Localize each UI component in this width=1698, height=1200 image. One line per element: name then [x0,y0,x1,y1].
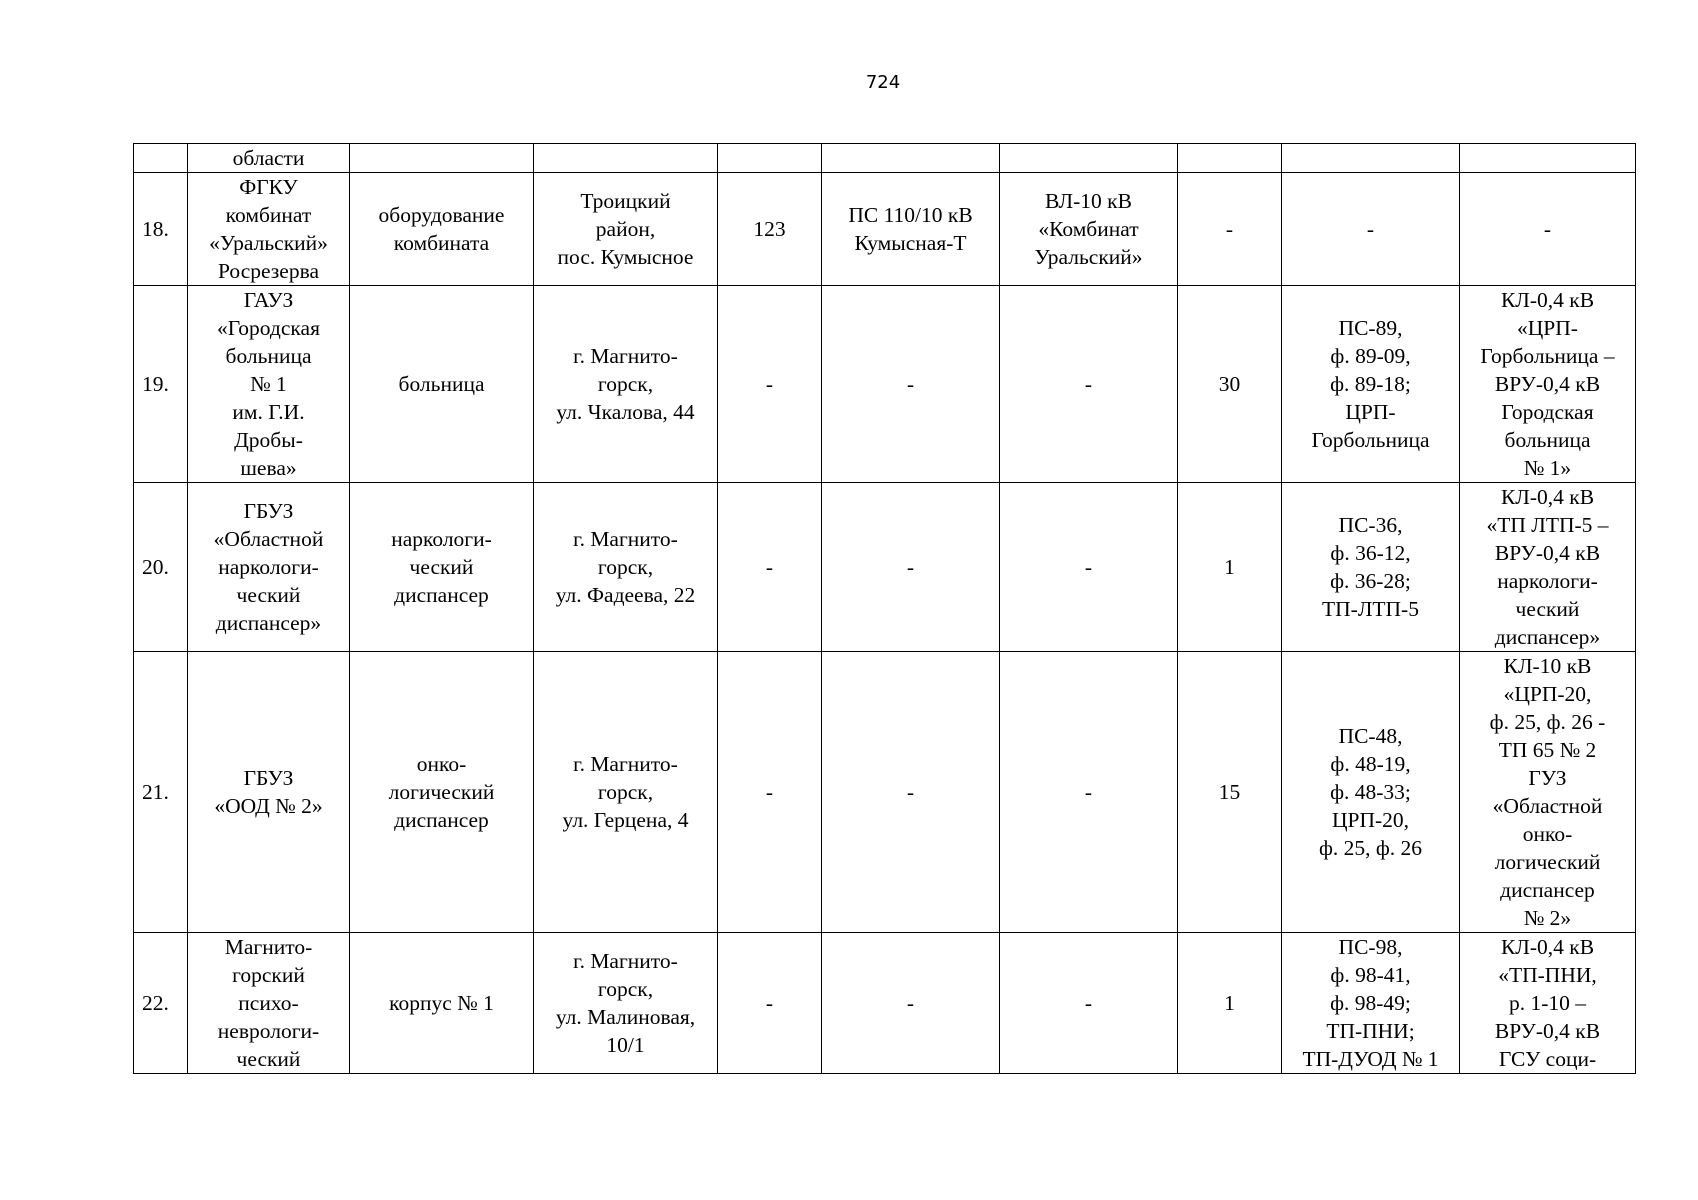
cell-address: г. Магнито- горск, ул. Чкалова, 44 [534,286,718,483]
cell-cable-line: КЛ-0,4 кВ «ТП ЛТП-5 – ВРУ-0,4 кВ наркологи- ческий диспансер» [1460,483,1636,652]
cell-organization: ГБУЗ «ООД № 2» [188,652,350,933]
cell-cable-line: - [1460,173,1636,286]
cell-address [534,144,718,173]
cell-power-2: 15 [1178,652,1282,933]
cell-power: 123 [718,173,822,286]
cell-organization: ГБУЗ «Областной наркологи- ческий диспансер» [188,483,350,652]
cell-num: 18. [134,173,188,286]
cell-address: г. Магнито- горск, ул. Герцена, 4 [534,652,718,933]
cell-power: - [718,933,822,1074]
cell-object: больница [350,286,534,483]
cell-power: - [718,483,822,652]
cell-line: - [1000,933,1178,1074]
cell-feeders: - [1282,173,1460,286]
cell-substation: - [822,286,1000,483]
cell-cable-line: КЛ-10 кВ «ЦРП-20, ф. 25, ф. 26 - ТП 65 № 2 ГУЗ «Областной онко- логический диспансер № 2» [1460,652,1636,933]
cell-object: корпус № 1 [350,933,534,1074]
cell-power-2: - [1178,173,1282,286]
table-row [134,933,1636,1074]
cell-line: - [1000,483,1178,652]
cell-cable-line: КЛ-0,4 кВ «ЦРП- Горбольница – ВРУ-0,4 кВ Городская больница № 1» [1460,286,1636,483]
cell-object [350,144,534,173]
cell-object: наркологи- ческий диспансер [350,483,534,652]
table-row [134,652,1636,933]
cell-feeders [1282,144,1460,173]
cell-num: 22. [134,933,188,1074]
cell-address: Троицкий район, пос. Кумысное [534,173,718,286]
facilities-table [133,143,1636,1074]
cell-num: 21. [134,652,188,933]
table-row-continuation [134,144,1636,173]
cell-address: г. Магнито- горск, ул. Малиновая, 10/1 [534,933,718,1074]
cell-power-2: 30 [1178,286,1282,483]
cell-organization: ГАУЗ «Городская больница № 1 им. Г.И. Дробы- шева» [188,286,350,483]
cell-power-2: 1 [1178,483,1282,652]
cell-line: ВЛ-10 кВ «Комбинат Уральский» [1000,173,1178,286]
cell-address: г. Магнито- горск, ул. Фадеева, 22 [534,483,718,652]
cell-power: - [718,652,822,933]
cell-line: - [1000,652,1178,933]
cell-line: - [1000,286,1178,483]
cell-power-2 [1178,144,1282,173]
cell-cable-line [1460,144,1636,173]
cell-object: оборудование комбината [350,173,534,286]
cell-num: 20. [134,483,188,652]
cell-substation [822,144,1000,173]
page-number: 724 [865,72,901,93]
cell-feeders: ПС-48, ф. 48-19, ф. 48-33; ЦРП-20, ф. 25, ф. 26 [1282,652,1460,933]
cell-substation: - [822,483,1000,652]
cell-substation: - [822,652,1000,933]
cell-organization: ФГКУ комбинат «Уральский» Росрезерва [188,173,350,286]
table-row [134,483,1636,652]
table-row [134,286,1636,483]
cell-power [718,144,822,173]
cell-organization: области [188,144,350,173]
cell-substation: ПС 110/10 кВ Кумысная-Т [822,173,1000,286]
cell-line [1000,144,1178,173]
cell-object: онко- логический диспансер [350,652,534,933]
cell-num: 19. [134,286,188,483]
cell-feeders: ПС-89, ф. 89-09, ф. 89-18; ЦРП- Горбольница [1282,286,1460,483]
cell-feeders: ПС-36, ф. 36-12, ф. 36-28; ТП-ЛТП-5 [1282,483,1460,652]
cell-organization: Магнито- горский психо- неврологи- ческий [188,933,350,1074]
cell-power-2: 1 [1178,933,1282,1074]
table-row [134,173,1636,286]
cell-feeders: ПС-98, ф. 98-41, ф. 98-49; ТП-ПНИ; ТП-ДУОД № 1 [1282,933,1460,1074]
cell-substation: - [822,933,1000,1074]
cell-cable-line: КЛ-0,4 кВ «ТП-ПНИ, р. 1-10 – ВРУ-0,4 кВ ГСУ соци- [1460,933,1636,1074]
cell-num [134,144,188,173]
cell-power: - [718,286,822,483]
